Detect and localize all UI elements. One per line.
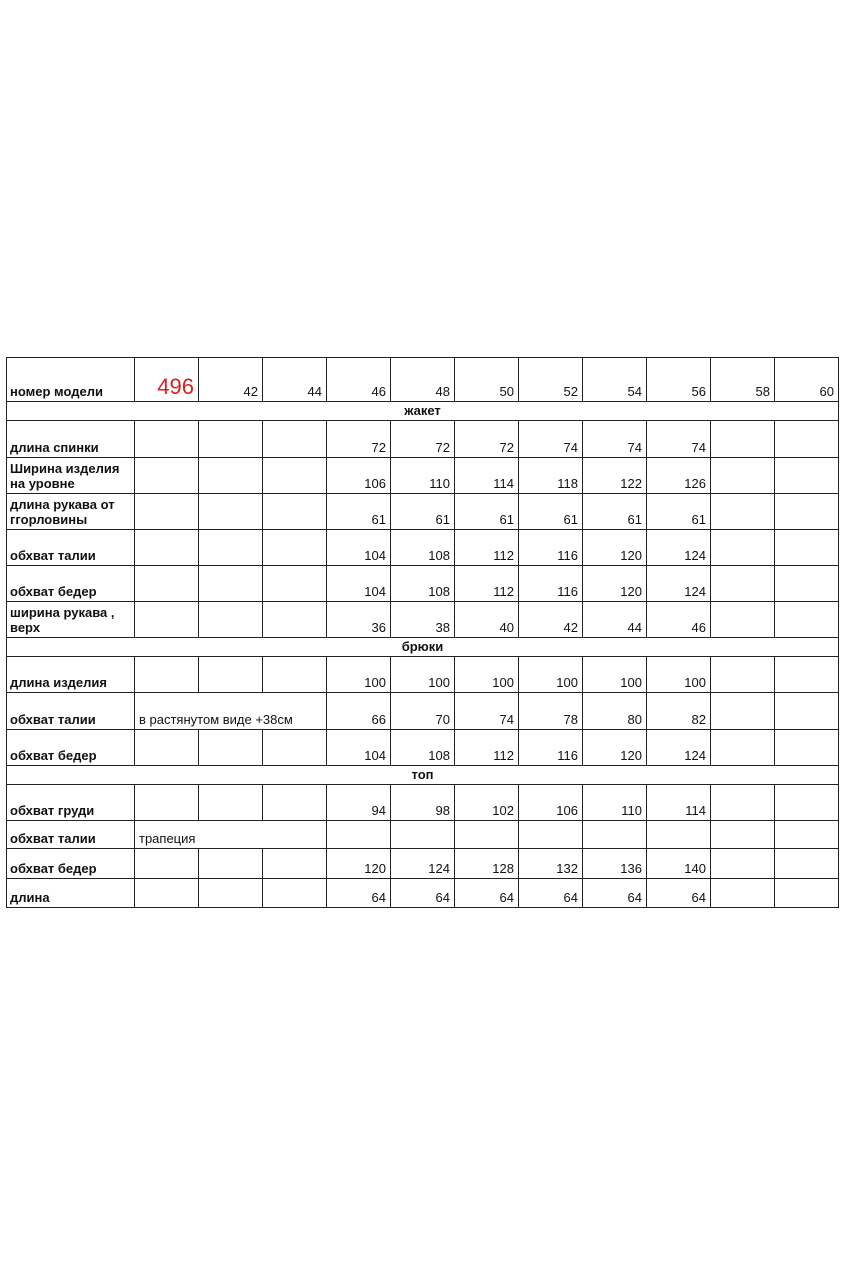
value-cell: 102	[455, 785, 519, 821]
measurement-label: обхват бедер	[7, 730, 135, 766]
value-cell	[711, 530, 775, 566]
value-cell: 120	[583, 730, 647, 766]
value-cell	[711, 458, 775, 494]
value-cell	[199, 530, 263, 566]
value-cell: 112	[455, 566, 519, 602]
value-cell	[327, 821, 391, 849]
measurement-label: длина изделия	[7, 657, 135, 693]
value-cell: 120	[583, 530, 647, 566]
value-cell	[583, 821, 647, 849]
value-cell: 74	[455, 693, 519, 730]
section-title: топ	[7, 766, 839, 785]
value-cell	[775, 693, 839, 730]
value-cell	[263, 730, 327, 766]
value-cell: 120	[327, 849, 391, 879]
value-cell: 64	[519, 879, 583, 908]
value-cell: 104	[327, 530, 391, 566]
value-cell	[711, 849, 775, 879]
table-row	[7, 421, 839, 458]
value-cell	[135, 602, 199, 638]
value-cell	[199, 494, 263, 530]
value-cell: 74	[583, 421, 647, 458]
value-cell	[775, 821, 839, 849]
value-cell	[263, 657, 327, 693]
value-cell	[199, 785, 263, 821]
value-cell	[263, 494, 327, 530]
value-cell	[199, 458, 263, 494]
value-cell: 72	[391, 421, 455, 458]
table-row	[7, 693, 839, 730]
measurement-label: ширина рукава , верх	[7, 602, 135, 638]
value-cell: 94	[327, 785, 391, 821]
measurement-note: в растянутом виде +38см	[135, 693, 327, 730]
value-cell: 36	[327, 602, 391, 638]
value-cell	[775, 421, 839, 458]
value-cell	[711, 879, 775, 908]
value-cell	[135, 530, 199, 566]
size-header-cell: 60	[775, 358, 839, 402]
value-cell	[135, 879, 199, 908]
value-cell: 106	[327, 458, 391, 494]
measurement-label: обхват бедер	[7, 566, 135, 602]
size-header-cell: 42	[199, 358, 263, 402]
measurement-label: обхват талии	[7, 821, 135, 849]
value-cell: 82	[647, 693, 711, 730]
value-cell: 110	[583, 785, 647, 821]
table-row	[7, 458, 839, 494]
value-cell: 44	[583, 602, 647, 638]
value-cell: 140	[647, 849, 711, 879]
header-row	[7, 358, 839, 402]
value-cell	[135, 730, 199, 766]
value-cell: 72	[455, 421, 519, 458]
value-cell	[135, 657, 199, 693]
value-cell	[135, 494, 199, 530]
value-cell: 118	[519, 458, 583, 494]
value-cell: 106	[519, 785, 583, 821]
value-cell: 64	[391, 879, 455, 908]
value-cell	[199, 849, 263, 879]
value-cell: 128	[455, 849, 519, 879]
value-cell: 124	[647, 530, 711, 566]
value-cell	[775, 530, 839, 566]
value-cell: 104	[327, 730, 391, 766]
value-cell	[199, 657, 263, 693]
value-cell: 64	[583, 879, 647, 908]
measurement-label: длина спинки	[7, 421, 135, 458]
section-row	[7, 766, 839, 785]
value-cell: 104	[327, 566, 391, 602]
value-cell	[199, 421, 263, 458]
value-cell: 74	[647, 421, 711, 458]
value-cell: 110	[391, 458, 455, 494]
value-cell: 61	[583, 494, 647, 530]
value-cell: 116	[519, 730, 583, 766]
value-cell	[775, 785, 839, 821]
value-cell	[391, 821, 455, 849]
value-cell	[775, 602, 839, 638]
value-cell	[263, 530, 327, 566]
value-cell	[775, 657, 839, 693]
value-cell	[711, 494, 775, 530]
value-cell	[199, 602, 263, 638]
value-cell: 64	[647, 879, 711, 908]
size-chart-table	[6, 357, 839, 908]
value-cell: 100	[519, 657, 583, 693]
section-row	[7, 402, 839, 421]
value-cell: 116	[519, 566, 583, 602]
table-row	[7, 821, 839, 849]
value-cell: 100	[327, 657, 391, 693]
value-cell: 122	[583, 458, 647, 494]
value-cell: 42	[519, 602, 583, 638]
value-cell	[263, 602, 327, 638]
value-cell: 100	[583, 657, 647, 693]
value-cell: 108	[391, 566, 455, 602]
value-cell: 40	[455, 602, 519, 638]
value-cell	[711, 693, 775, 730]
value-cell	[135, 785, 199, 821]
value-cell	[455, 821, 519, 849]
value-cell: 61	[327, 494, 391, 530]
value-cell	[711, 785, 775, 821]
size-header-cell: 46	[327, 358, 391, 402]
table-row	[7, 602, 839, 638]
measurement-label: Ширина изделия на уровне	[7, 458, 135, 494]
value-cell	[775, 494, 839, 530]
value-cell: 46	[647, 602, 711, 638]
value-cell	[519, 821, 583, 849]
measurement-note: трапеция	[135, 821, 327, 849]
value-cell: 100	[455, 657, 519, 693]
value-cell	[199, 879, 263, 908]
value-cell	[135, 421, 199, 458]
value-cell	[263, 566, 327, 602]
section-title: брюки	[7, 638, 839, 657]
value-cell: 72	[327, 421, 391, 458]
value-cell: 78	[519, 693, 583, 730]
measurement-label: длина	[7, 879, 135, 908]
measurement-label: длина рукава от ггорловины	[7, 494, 135, 530]
value-cell: 124	[647, 730, 711, 766]
value-cell	[263, 879, 327, 908]
value-cell	[263, 849, 327, 879]
value-cell	[135, 458, 199, 494]
size-header-cell: 52	[519, 358, 583, 402]
value-cell: 108	[391, 530, 455, 566]
value-cell: 112	[455, 530, 519, 566]
value-cell	[263, 785, 327, 821]
value-cell: 98	[391, 785, 455, 821]
table-row	[7, 730, 839, 766]
size-header-cell: 50	[455, 358, 519, 402]
table-row	[7, 657, 839, 693]
table-row	[7, 530, 839, 566]
value-cell	[711, 602, 775, 638]
section-row	[7, 638, 839, 657]
value-cell: 61	[391, 494, 455, 530]
value-cell	[775, 566, 839, 602]
size-header-cell: 44	[263, 358, 327, 402]
value-cell: 114	[647, 785, 711, 821]
value-cell	[711, 421, 775, 458]
table-row	[7, 494, 839, 530]
value-cell: 64	[327, 879, 391, 908]
value-cell	[775, 879, 839, 908]
value-cell: 61	[647, 494, 711, 530]
table-row	[7, 785, 839, 821]
value-cell: 80	[583, 693, 647, 730]
value-cell: 124	[391, 849, 455, 879]
value-cell: 112	[455, 730, 519, 766]
value-cell	[135, 566, 199, 602]
value-cell: 124	[647, 566, 711, 602]
size-header-cell: 58	[711, 358, 775, 402]
value-cell	[711, 566, 775, 602]
value-cell: 61	[519, 494, 583, 530]
value-cell: 116	[519, 530, 583, 566]
value-cell: 120	[583, 566, 647, 602]
measurement-label: обхват талии	[7, 530, 135, 566]
value-cell	[775, 730, 839, 766]
value-cell	[775, 849, 839, 879]
value-cell: 64	[455, 879, 519, 908]
size-header-cell: 56	[647, 358, 711, 402]
value-cell	[647, 821, 711, 849]
model-number-value: 496	[135, 358, 199, 402]
table-row	[7, 566, 839, 602]
value-cell: 61	[455, 494, 519, 530]
value-cell	[775, 458, 839, 494]
model-number-label: номер модели	[7, 358, 135, 402]
value-cell: 70	[391, 693, 455, 730]
size-header-cell: 54	[583, 358, 647, 402]
value-cell: 66	[327, 693, 391, 730]
value-cell	[711, 821, 775, 849]
value-cell: 108	[391, 730, 455, 766]
value-cell	[135, 849, 199, 879]
value-cell: 38	[391, 602, 455, 638]
value-cell: 114	[455, 458, 519, 494]
value-cell: 74	[519, 421, 583, 458]
value-cell	[711, 730, 775, 766]
size-header-cell: 48	[391, 358, 455, 402]
measurement-label: обхват талии	[7, 693, 135, 730]
value-cell	[263, 458, 327, 494]
measurement-label: обхват груди	[7, 785, 135, 821]
value-cell	[263, 421, 327, 458]
value-cell: 136	[583, 849, 647, 879]
value-cell	[711, 657, 775, 693]
measurement-label: обхват бедер	[7, 849, 135, 879]
section-title: жакет	[7, 402, 839, 421]
value-cell: 126	[647, 458, 711, 494]
table-row	[7, 879, 839, 908]
table-row	[7, 849, 839, 879]
value-cell	[199, 730, 263, 766]
value-cell: 100	[647, 657, 711, 693]
value-cell	[199, 566, 263, 602]
value-cell: 132	[519, 849, 583, 879]
value-cell: 100	[391, 657, 455, 693]
